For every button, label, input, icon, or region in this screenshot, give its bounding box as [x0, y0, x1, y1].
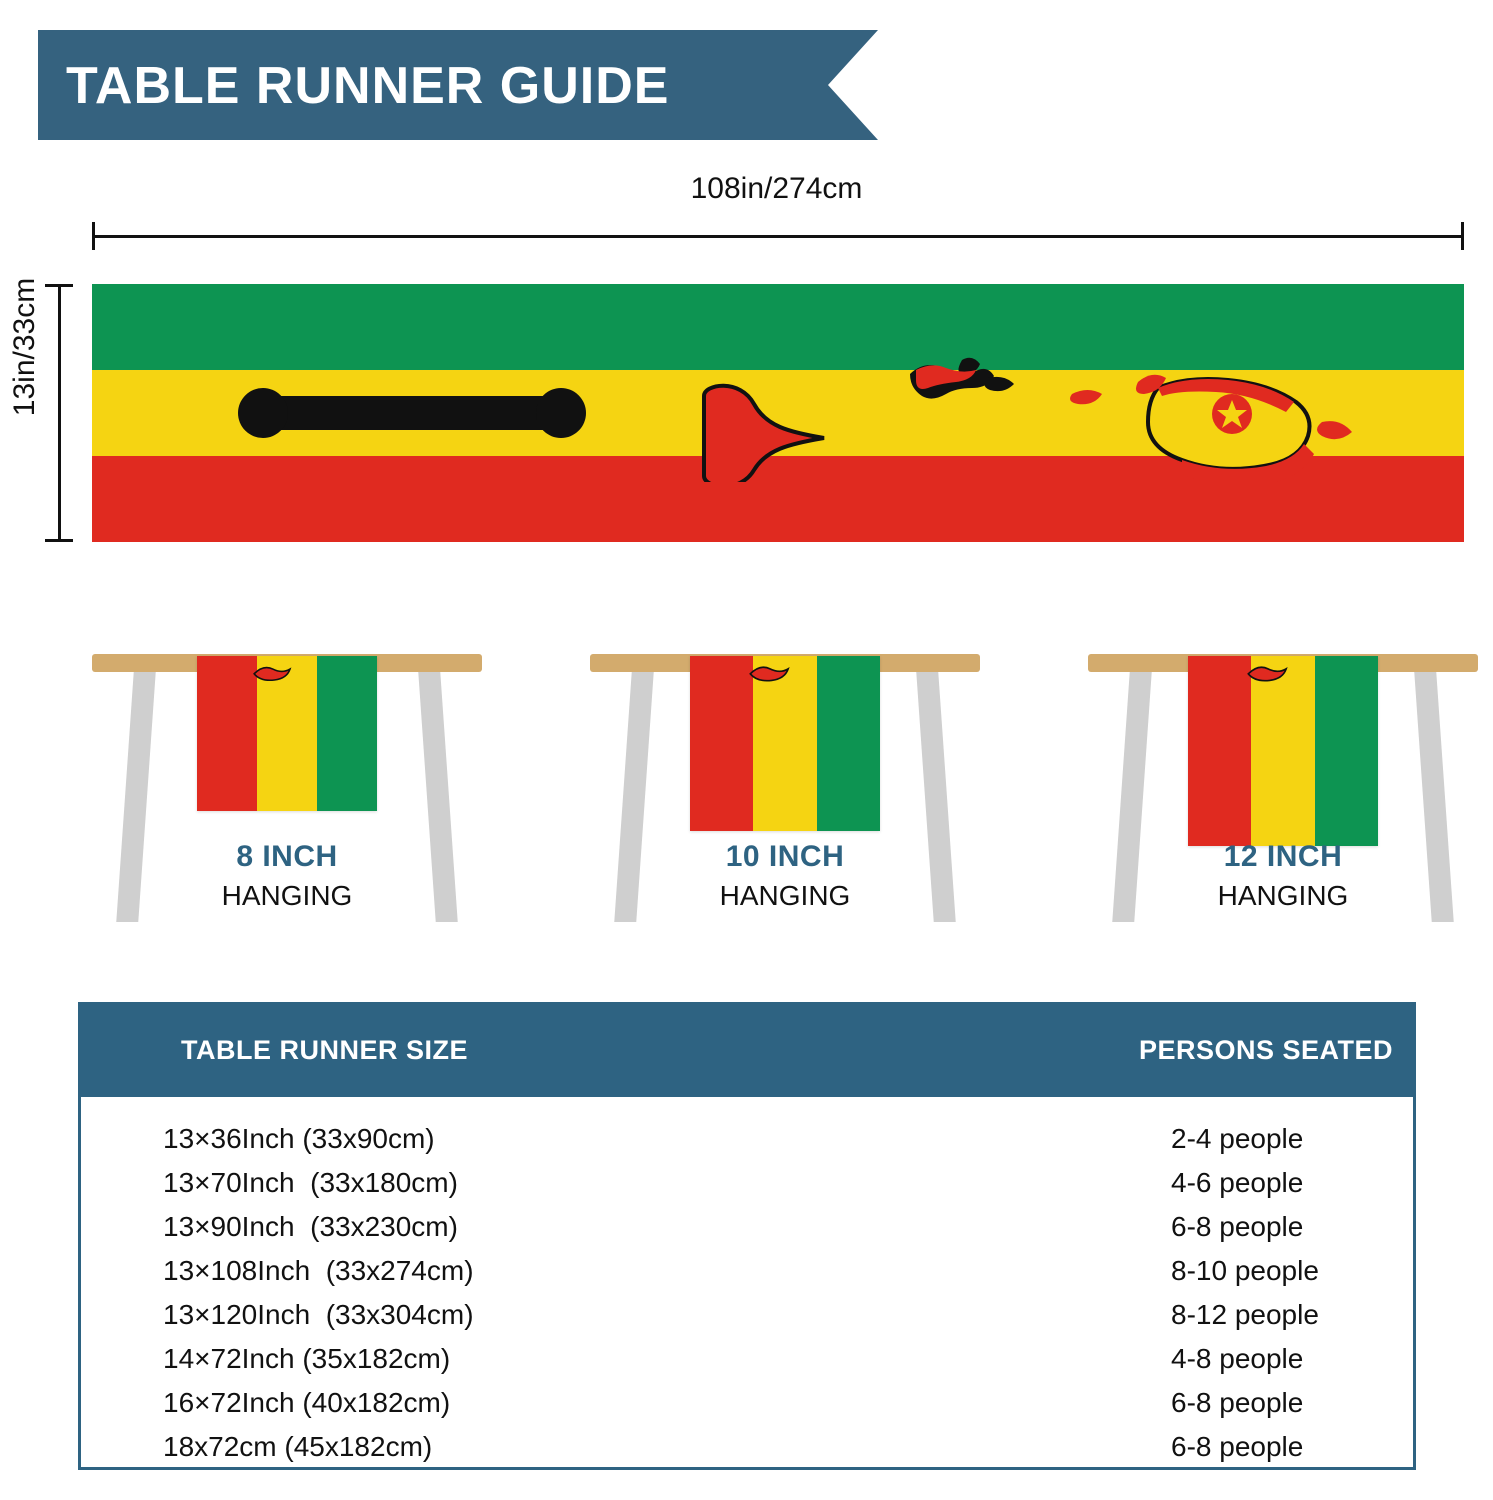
cloth-islands-icon	[251, 658, 298, 688]
runner-height-label: 13in/33cm	[8, 277, 41, 417]
column-header-persons: PERSONS SEATED	[1138, 1035, 1393, 1065]
cell-persons: 4-8 people	[1171, 1343, 1304, 1374]
runner-length-value: 108in/274cm	[690, 172, 863, 205]
measure-cap-bottom	[45, 539, 73, 542]
caption-8inch	[92, 840, 482, 912]
measure-line-horizontal	[92, 235, 1464, 238]
table-row	[81, 1381, 1413, 1425]
table-row	[81, 1161, 1413, 1205]
cloth-stripe-red	[1188, 656, 1251, 846]
column-header-size: TABLE RUNNER SIZE	[181, 1035, 469, 1065]
cell-size: 13×36Inch (33x90cm)	[163, 1123, 435, 1154]
runner-cloth	[690, 656, 880, 831]
cell-persons: 6-8 people	[1171, 1387, 1304, 1418]
length-measure-bar	[92, 222, 1464, 250]
hanging-size-label: 10 INCH	[725, 840, 845, 873]
runner-length-label	[0, 172, 1493, 206]
cloth-islands-icon	[1245, 658, 1294, 688]
header-banner	[38, 30, 878, 140]
runner-bone-shape-icon	[252, 396, 572, 430]
size-chart-body	[81, 1097, 1413, 1469]
page-title: TABLE RUNNER GUIDE	[66, 57, 670, 115]
cell-persons: 2-4 people	[1171, 1123, 1304, 1154]
cell-size: 18x72cm (45x182cm)	[163, 1431, 433, 1462]
hanging-word-label: HANGING	[221, 880, 353, 911]
cloth-islands-icon	[747, 658, 796, 688]
table-row	[81, 1425, 1413, 1469]
hanging-option-12inch	[1088, 640, 1478, 930]
size-chart-header	[81, 1005, 1413, 1097]
heart-icon	[692, 382, 892, 482]
cell-size: 13×70Inch (33x180cm)	[163, 1167, 458, 1198]
size-chart	[78, 1002, 1416, 1470]
cell-size: 13×120Inch (33x304cm)	[163, 1299, 474, 1330]
cloth-stripe-green	[1315, 656, 1378, 846]
hanging-option-8inch	[92, 640, 482, 930]
table-row	[81, 1205, 1413, 1249]
grenada-islands-icon	[892, 352, 1402, 482]
table-row	[81, 1293, 1413, 1337]
caption-10inch	[590, 840, 980, 912]
cell-persons: 8-12 people	[1171, 1299, 1319, 1330]
cell-persons: 8-10 people	[1171, 1255, 1319, 1286]
measure-cap-right	[1461, 222, 1464, 250]
cell-size: 13×108Inch (33x274cm)	[163, 1255, 474, 1286]
table-row	[81, 1337, 1413, 1381]
cloth-stripe-red	[690, 656, 753, 831]
cell-persons: 6-8 people	[1171, 1211, 1304, 1242]
cell-size: 16×72Inch (40x182cm)	[163, 1387, 451, 1418]
hanging-option-10inch	[590, 640, 980, 930]
hanging-size-label: 12 INCH	[1223, 840, 1343, 873]
measure-line-vertical	[58, 284, 61, 542]
runner-preview	[92, 284, 1464, 542]
cell-size: 14×72Inch (35x182cm)	[163, 1343, 451, 1374]
cloth-stripe-green	[317, 656, 377, 811]
height-measure-bar	[45, 284, 73, 542]
table-row	[81, 1249, 1413, 1293]
caption-12inch	[1088, 840, 1478, 912]
cloth-stripe-green	[817, 656, 880, 831]
runner-cloth	[1188, 656, 1378, 846]
cell-size: 13×90Inch (33x230cm)	[163, 1211, 458, 1242]
runner-cloth	[197, 656, 377, 811]
hanging-word-label: HANGING	[719, 880, 851, 911]
cell-persons: 6-8 people	[1171, 1431, 1304, 1462]
table-row	[81, 1117, 1413, 1161]
cell-persons: 4-6 people	[1171, 1167, 1304, 1198]
hanging-size-label: 8 INCH	[236, 840, 338, 873]
hanging-word-label: HANGING	[1217, 880, 1349, 911]
cloth-stripe-red	[197, 656, 257, 811]
